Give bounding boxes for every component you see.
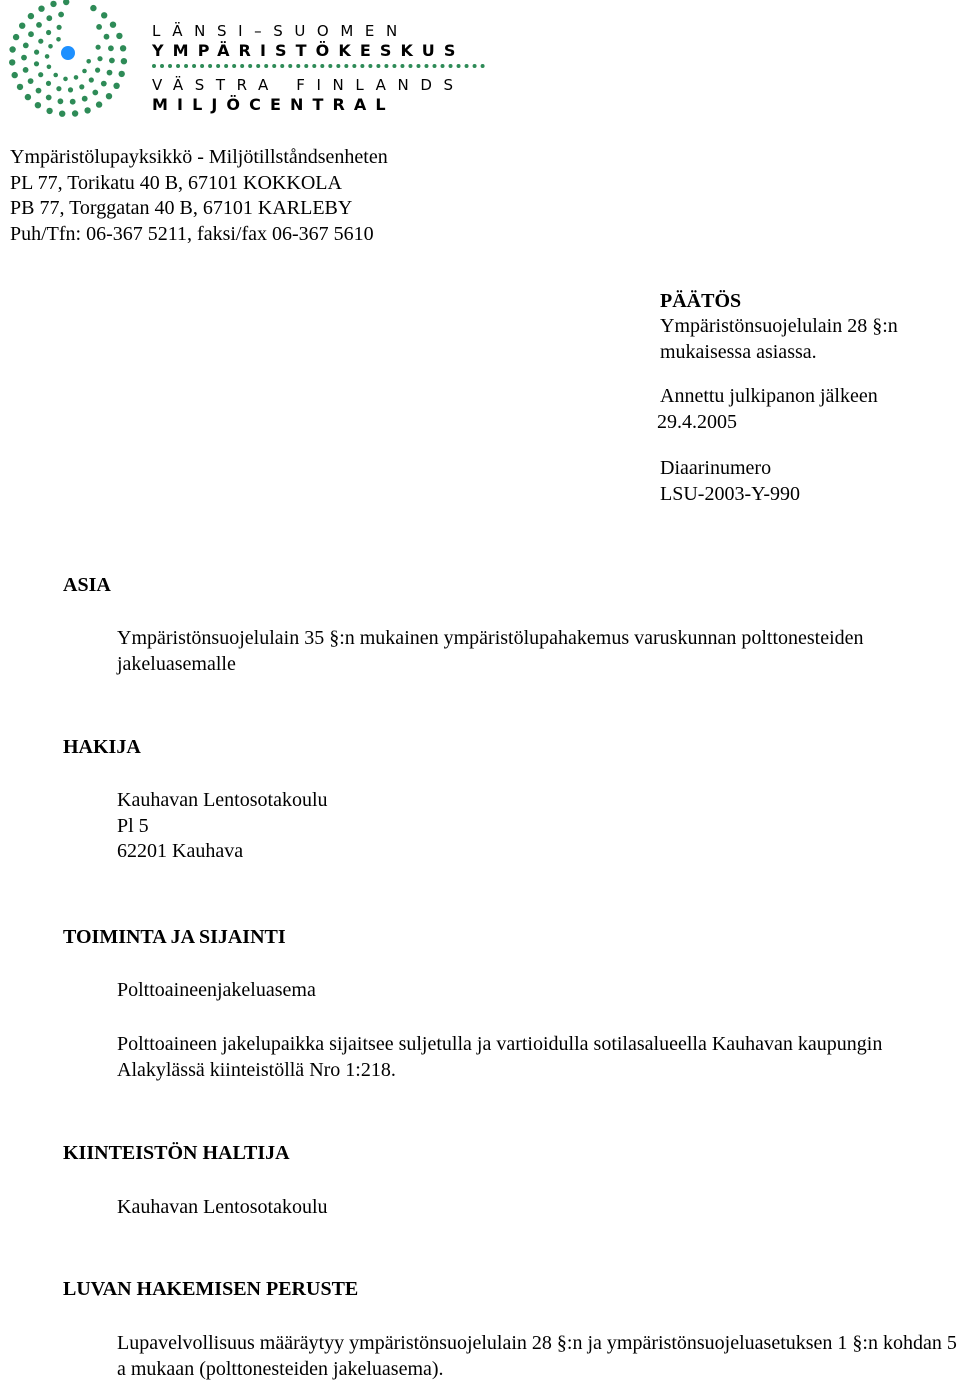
section-heading-hakija: HAKIJA <box>63 736 141 758</box>
asia-text: Ympäristönsuojelulain 35 §:n mukainen ympäristölupahakemus varuskunnan polttonesteiden jakeluasemalle <box>117 627 864 675</box>
logo-dot <box>82 96 88 102</box>
logo-dot <box>28 13 34 19</box>
peruste-text: Lupavelvollisuus määräytyy ympäristönsuojelulain 28 §:n ja ympäristönsuojeluasetuksen 1 §:n kohdan 5 a mukaan (polttonesteiden jakeluasema). <box>117 1332 957 1380</box>
logo-dot <box>96 45 101 50</box>
logo-dot <box>45 54 50 59</box>
logo-text-line3: VÄSTRA FINLANDS <box>152 76 465 94</box>
logo-dot <box>28 31 34 37</box>
logo-dot <box>82 69 87 74</box>
logo-dot <box>106 93 112 99</box>
logo-dot <box>38 39 43 44</box>
decision-issued-date: 29.4.2005 <box>657 411 737 434</box>
logo-dot <box>21 55 27 61</box>
logo-dotted-rule <box>152 64 485 68</box>
section-heading-asia: ASIA <box>63 574 111 596</box>
logo-dot <box>74 75 79 80</box>
logo-dot <box>46 81 51 86</box>
decision-diary-number: LSU-2003-Y-990 <box>660 482 800 505</box>
center-dot <box>61 46 75 60</box>
logo-dot <box>35 102 41 108</box>
section-heading-peruste: LUVAN HAKEMISEN PERUSTE <box>63 1278 359 1300</box>
logo-dot <box>104 34 110 40</box>
sender-line-address-fi: PL 77, Torikatu 40 B, 67101 KOKKOLA <box>10 171 342 194</box>
decision-issued-label: Annettu julkipanon jälkeen <box>660 385 878 408</box>
logo-dot <box>95 68 100 73</box>
logo-dot <box>89 77 94 82</box>
logo-dot <box>90 5 96 11</box>
logo-dot <box>120 45 126 51</box>
logo-dot <box>13 34 19 40</box>
sender-block <box>10 145 388 248</box>
logo-dot <box>101 81 107 87</box>
logo-dot <box>84 107 90 113</box>
logo-dot <box>56 37 61 42</box>
logo-text-line1: LÄNSI–SUOMEN <box>152 22 409 40</box>
decision-title: PÄÄTÖS <box>660 290 742 312</box>
logo-dot <box>58 98 64 104</box>
haltija-name: Kauhavan Lentosotakoulu <box>117 1196 328 1218</box>
logo-dot <box>50 1 56 7</box>
logo-text-line4: MILJÖCENTRAL <box>152 95 395 114</box>
logo-dot <box>53 73 58 78</box>
logo-dot <box>34 61 39 66</box>
logo-dot <box>46 108 52 114</box>
logo-dot <box>47 65 52 70</box>
section-heading-toiminta: TOIMINTA JA SIJAINTI <box>63 926 286 948</box>
logo-text-line2: YMPÄRISTÖKESKUS <box>152 41 465 60</box>
logo-dot <box>96 24 102 30</box>
sender-line-address-sv: PB 77, Torggatan 40 B, 67101 KARLEBY <box>10 197 353 220</box>
logo-dot <box>19 23 25 29</box>
logo-dot <box>12 72 18 78</box>
logo-dot <box>101 12 107 18</box>
logo-dot <box>110 22 116 28</box>
logo-dot <box>63 77 68 82</box>
hakija-address <box>117 788 960 865</box>
decision-block <box>657 289 898 507</box>
logo-dot <box>36 22 42 28</box>
logo-dot <box>70 99 76 105</box>
logo-dot <box>119 71 125 77</box>
logo-dot <box>68 87 73 92</box>
decision-law-line2: mukaisessa asiassa. <box>660 340 817 363</box>
logo-dot <box>58 12 64 18</box>
toiminta-type: Polttoaineenjakeluasema <box>117 979 316 1001</box>
logo-dot <box>57 25 62 30</box>
logo-dot <box>28 78 34 84</box>
logo-dot <box>34 50 39 55</box>
hakija-po-box: Pl 5 <box>117 814 149 837</box>
logo-dot <box>48 44 53 49</box>
logo-dot <box>46 15 52 21</box>
dot-circle-graphic <box>0 0 140 125</box>
sender-line-phone: Puh/Tfn: 06-367 5211, faksi/fax 06-367 5610 <box>10 223 374 246</box>
logo-dot <box>97 56 102 61</box>
logo-dot <box>46 30 51 35</box>
logo-dot <box>79 84 84 89</box>
sender-line-unit: Ympäristölupayksikkö - Miljötillståndsenheten <box>10 146 388 168</box>
logo-dot <box>56 86 61 91</box>
decision-law-line1: Ympäristönsuojelulain 28 §:n <box>660 315 898 337</box>
logo-dot <box>23 67 29 73</box>
logo-dot <box>96 101 102 107</box>
section-heading-haltija: KIINTEISTÖN HALTIJA <box>63 1142 290 1164</box>
logo-dot <box>116 33 122 39</box>
logo-dot <box>59 111 65 117</box>
logo-dot <box>17 84 23 90</box>
logo-dot <box>38 6 44 12</box>
logo-dot <box>121 58 127 64</box>
logo-dot <box>23 43 29 49</box>
logo-dot <box>109 58 115 64</box>
logo-dot <box>72 110 78 116</box>
logo-dot <box>9 59 15 65</box>
logo-dot-circle <box>0 0 140 125</box>
logo-dot <box>107 70 113 76</box>
logo-dot <box>108 45 114 51</box>
logo-dot <box>113 83 119 89</box>
hakija-name: Kauhavan Lentosotakoulu <box>117 789 328 811</box>
logo-dot <box>92 90 98 96</box>
logo-dot <box>46 95 52 101</box>
logo-dot <box>36 88 42 94</box>
toiminta-text: Polttoaineen jakelupaikka sijaitsee suljetulla ja vartioidulla sotilasalueella Kauhavan kaupungin Alakylässä kiinteistöllä Nro 1:218. <box>117 1033 883 1081</box>
decision-diary-label: Diaarinumero <box>660 456 772 479</box>
logo-dot <box>9 46 15 52</box>
logo-dot <box>86 59 91 64</box>
logo-dot <box>63 0 69 5</box>
hakija-postal: 62201 Kauhava <box>117 840 244 863</box>
logo-dot <box>38 72 43 77</box>
logo-dot <box>25 94 31 100</box>
